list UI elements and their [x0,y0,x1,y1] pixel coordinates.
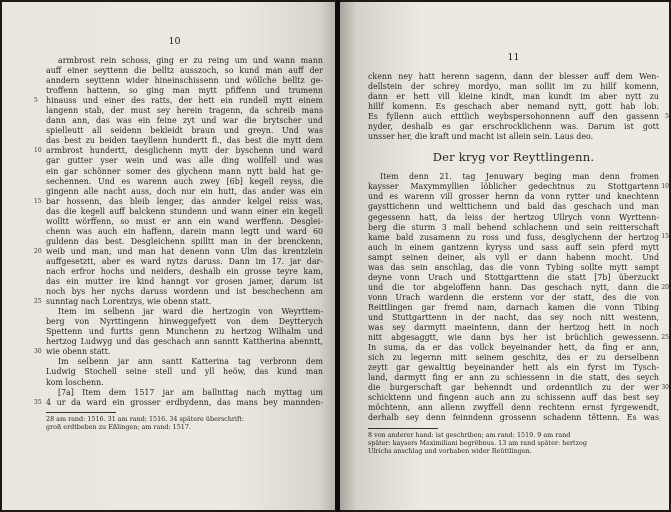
text-line: gingenn alle nacht auss, doch nur ein hutt, das ander was ein [46,186,323,196]
text-line: hinauss und einer des ratts, der hett ein rundell mytt einem [46,96,323,106]
text-line: sechennen. Und es warenn auch zwey [6b] kegell reyss, die [46,176,323,186]
line-number-marker: 10 [34,147,42,154]
section-heading: Der kryg vor Reyttlingenn. [432,150,595,165]
footnote-line: 8 von anderer hand: ist geschriben; am rand: 1519. 9 am rand [368,430,571,439]
text-line: das best zu beiden taeyllenn hundertt fl., das best die mytt dem [46,136,323,146]
text-line: kom loschenn. [46,377,104,387]
text-line: 4 ur da ward ein grosser erdbydenn, das mans bey mannden- [46,397,323,407]
text-line: derhalb sey denn feinndenn grossenn schadenn tëttenn. Es was [368,413,659,423]
text-line: unsser her, die kraft und macht ist allein sein. Laus deo. [368,132,594,142]
text-line: kaysser Maxymmyllien löblicher gedechtnus zu Stottgartenn [368,182,659,192]
text-line: Reittlingen gar fremd nam, darnach kamen die vonn Tibing [368,302,659,312]
text-line: hillf komenn. Es geschach aber nemand nytt, gott hab lob. [368,102,659,112]
text-line: Spettenn und furtts genn Munchenn zu hertzog Wilhalm und [46,327,323,337]
text-line: In suma, da er das vollck beyeinander hett, da fing er ann, [368,343,659,353]
text-line: Item im selbenn jar ward die hertzogin von Weyrttem- [58,307,323,317]
text-line: auff einer seyttenn die belltz ausszoch, so kund man auff der [46,66,323,76]
text-line: armbrost hundertt, desglichenn mytt der byschenn und ward [46,146,323,156]
text-line: das die kegell auff balckenn stundenn und wann einer ein kegell [46,206,323,216]
text-line: ein gar schönner somer des glychenn mann nytt bald hat ge- [46,166,323,176]
text-line: armbrost rein schoss, ging er zu reing um und wann mann [58,56,323,65]
text-line: spielleutt all seidenn bekleidt braun und greyn. Und was [46,126,323,136]
text-line: land, darmytt fing er ann zu schiessenn in die statt, des seych [368,373,659,383]
page-number-right: 11 [507,52,520,63]
left-page [2,2,335,510]
page-number-left: 10 [168,36,181,47]
text-line: das ein mutter ire kind hanngt vor grosen jamer, darum ist [46,277,323,287]
text-line: chenn was auch ein haffenn, darein mann legtt und ward 60 [46,226,323,236]
line-number-marker: 35 [34,399,42,406]
line-number-marker: 5 [665,113,669,120]
text-line: gar gutter yser wein und was alle ding wollfell und was [46,156,323,166]
text-line: und die tor abgeloffenn hann. Das geschach nytt, dann die [368,282,659,292]
footnote-line: groß erdtbeben zu Eßlingen; am rand: 1517. [46,422,191,431]
text-line: und es warenn vill grosser hernn da vonn rytter und knechtenn [368,192,659,202]
right-page [340,2,669,510]
text-line: deyne vonn Urach und Stottgarttenn die statt [7b] überzuckt [368,272,659,282]
text-line: nach erfror hochs und neiders, deshalb ein grosse teyre kam, [46,266,323,276]
text-line: dellstein der schrey mordyo, man sollit im zu hillf komenn, [368,82,659,92]
text-line: Ludwig Stochell seine stell und yll heöw, das kund man [46,367,323,377]
line-number-marker: 30 [34,348,42,355]
line-number-marker: 30 [661,384,669,392]
text-line: die burgerschaft gar behenndt und ordenntlich zu der wer [368,383,659,393]
text-line: sich zu legernn mitt seinem geschitz, des er zu derselbenn [368,353,659,363]
text-line: noch bys her nychs daruss wordenn und ist beschechenn am [46,287,323,297]
text-line: [7a] Item dem 1517 jar am ballnttag nach myttag um [58,387,323,397]
text-line: kame bald zusamenn zu ross und fuss, desglychenn der hertzog [368,232,659,242]
text-line: hertzog Ludwyg und das geschach ann sanntt Kattherina abenntt, [46,337,323,347]
footnote-line: Ulrichs anschlag und vorhaben wider Reüttlingen. [368,446,532,455]
text-line: Es fyllenn auch etttlich weybspersohonnenn auff den gassenn [368,112,659,122]
text-line: zeytt gar gewalttig beyeinander hett als ein fyrst im Tysch- [368,363,659,373]
line-number-marker: 25 [34,298,42,305]
left-body-text [34,56,323,408]
right-body-text-main [368,172,669,423]
text-line: wie obenn statt. [46,347,111,357]
text-line: wolltt wörffenn, so must er ann ein wand werffenn. Desglei- [46,216,323,226]
left-footnotes [46,415,323,431]
text-line: was das sein anschlag, das die vonn Tybing sollte mytt sampt [368,262,659,272]
text-line: schicktenn und fingenn auch ann zu schissenn auff das best sey [368,393,659,403]
text-line: vonn Urach wardenn die erstenn vor der statt, des die von [368,292,659,302]
right-footnotes [368,431,659,455]
text-line: bar hossenn, das bleib lenger, das annder kelgel reiss was, [46,196,323,206]
text-line: nyder, deshalb es gar erschrocklichenn was. Darum ist gott [368,122,659,132]
text-line: und Stuttgarttenn in der nacht, das sey noch nitt westenn, [368,312,659,322]
text-line: dann er hett vill kleine kindt, man kundt im aber nytt zu [368,92,659,102]
text-line: dann ann, das was ein feine zyt und war die brytscher und [46,116,323,126]
footnote-line: später: kaysers Maximiliani begrëbnus. 13 am rand später: hertzog [368,438,587,447]
footnote-line: 28 am rand: 1516. 31 am rand: 1516. 34 spätere überschrift: [46,414,245,423]
text-line: Item denn 21. tag Jenuwary beging man denn fromen [380,172,659,182]
text-line: berg von Nyrttingenn hinweggefyett von dem Deytterych [46,317,323,327]
right-body-text-top [368,72,669,142]
text-line: sunntag nach Lorentzys, wie obenn statt. [46,297,212,307]
line-number-marker: 15 [661,233,669,241]
text-line: berg die sturm 3 mall behend schlachenn und sein reitterschaft [368,222,659,232]
text-line: möchtenn, ann allenn zwyffell denn rechtenn ernst fyrgewendt, [368,403,659,413]
text-line: troffenn hattenn, so ging man mytt pfiffenn und trumenn [46,86,323,96]
text-line: ckenn ney hatt herenn sagenn, dann der blesser auff dem Wen- [368,72,659,81]
text-line: langenn stab, der must sey herein tragenn, da schreib mans [46,106,323,116]
line-number-marker: 5 [34,97,38,104]
line-number-marker: 20 [34,248,42,255]
text-line: was sey darmytt maeintenn, dann der hertzog hett in noch [368,323,659,333]
footnote-rule-right [368,428,438,429]
text-line: nitt abgesaggtt, wie dann bys her ist brüchlich gewessenn. [368,333,659,343]
text-line: weib und man, und man hat denenn vonn Ulm das krentzlein [46,246,323,256]
text-line: sampt seinen deiner, als vyll er dann habenn mocht. Und [368,252,659,262]
text-line: Im selbenn jar ann santt Katterina tag verbronn dem [58,357,323,367]
footnote-rule-left [46,412,116,413]
text-line: auffgesetztt, aber es ward nytzs daruss. Dann im 17. jar dar- [46,256,323,266]
text-line: auch in einem gantzenn kyryss und sass auff sein pferd mytt [368,242,659,252]
line-number-marker: 15 [34,198,42,205]
line-number-marker: 25 [661,334,669,342]
line-number-marker: 20 [661,284,669,292]
line-number-marker: 10 [661,183,669,191]
text-line: gaysttichenn und welttichenn und bald das geschach und man [368,202,659,212]
text-line: guldenn das best. Desgleichenn spilltt man in der brenckenn, [46,236,323,246]
text-line: anndern seyttenn wider hineinschissenn und wöllche belltz ge- [46,76,323,86]
text-line: gegessenn hatt, da leiss der hertzog Ullrych vonn Wyrttenn- [368,212,659,222]
